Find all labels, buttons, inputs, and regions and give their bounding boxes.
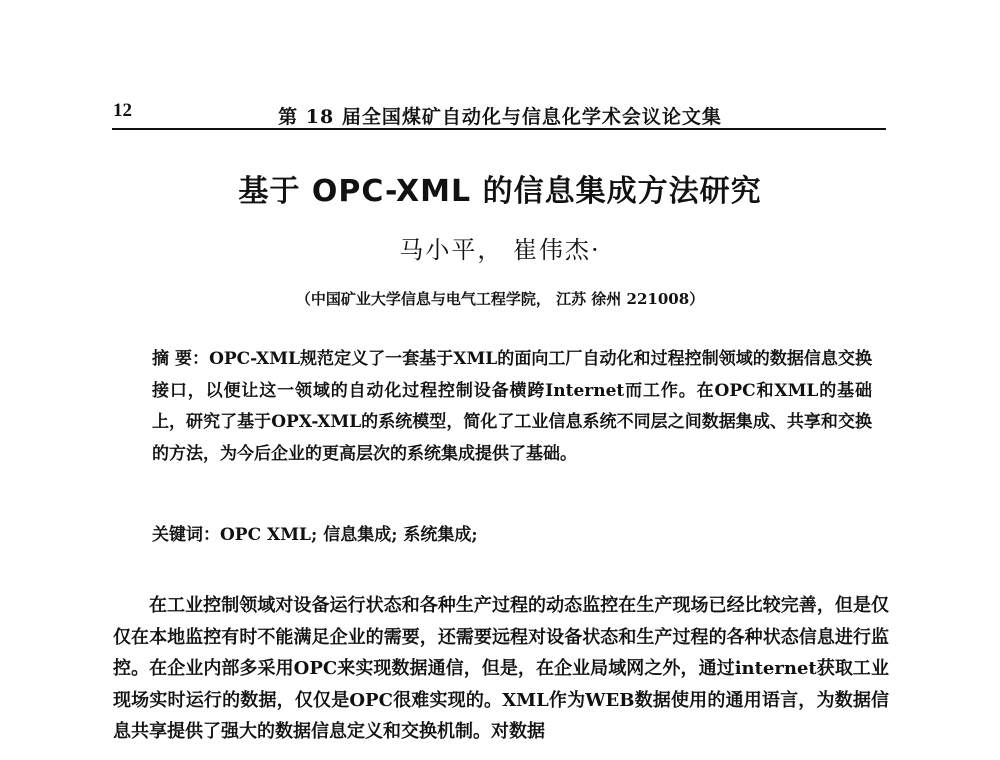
paper-title: 基于 OPC-XML 的信息集成方法研究 [238, 174, 762, 209]
abstract-block [152, 344, 872, 470]
abstract-label: 摘 要： [152, 349, 210, 369]
keywords-block [152, 520, 872, 545]
header-rule [112, 128, 886, 130]
abstract-text: OPC-XML规范定义了一套基于XML的面向工厂自动化和过程控制领域的数据信息交换接口，以便让这一领域的自动化过程控制设备横跨Internet而工作。在OPC和XML的基础上，研究了基于OPX-XML的系统模型，简化了工业信息系统不同层之间数据集成、共享和交换的方法，为今后企业的更高层次的系统集成提供了基础。 [152, 349, 872, 464]
body-paragraph: 在工业控制领域对设备运行状态和各种生产过程的动态监控在生产现场已经比较完善，但是仅仅在本地监控有时不能满足企业的需要，还需要远程对设备状态和生产过程的各种状态信息进行监控。在企业内部多采用OPC来实现数据通信，但是，在企业局域网之外，通过internet获取工业现场实时运行的数据，仅仅是OPC很难实现的。XML作为WEB数据使用的通用语言，为数据信息共享提供了强大的数据信息定义和交换机制。对数据 [113, 595, 889, 742]
paper-authors: 马小平， 崔伟杰· [399, 236, 601, 264]
paper-affiliation: （中国矿业大学信息与电气工程学院， 江苏 徐州 221008） [295, 290, 705, 308]
running-header: 第 18 届全国煤矿自动化与信息化学术会议论文集 [278, 106, 722, 128]
keywords-text: OPC XML; 信息集成; 系统集成; [220, 525, 478, 545]
page-number: 12 [113, 100, 132, 121]
keywords-label: 关键词： [152, 525, 220, 545]
